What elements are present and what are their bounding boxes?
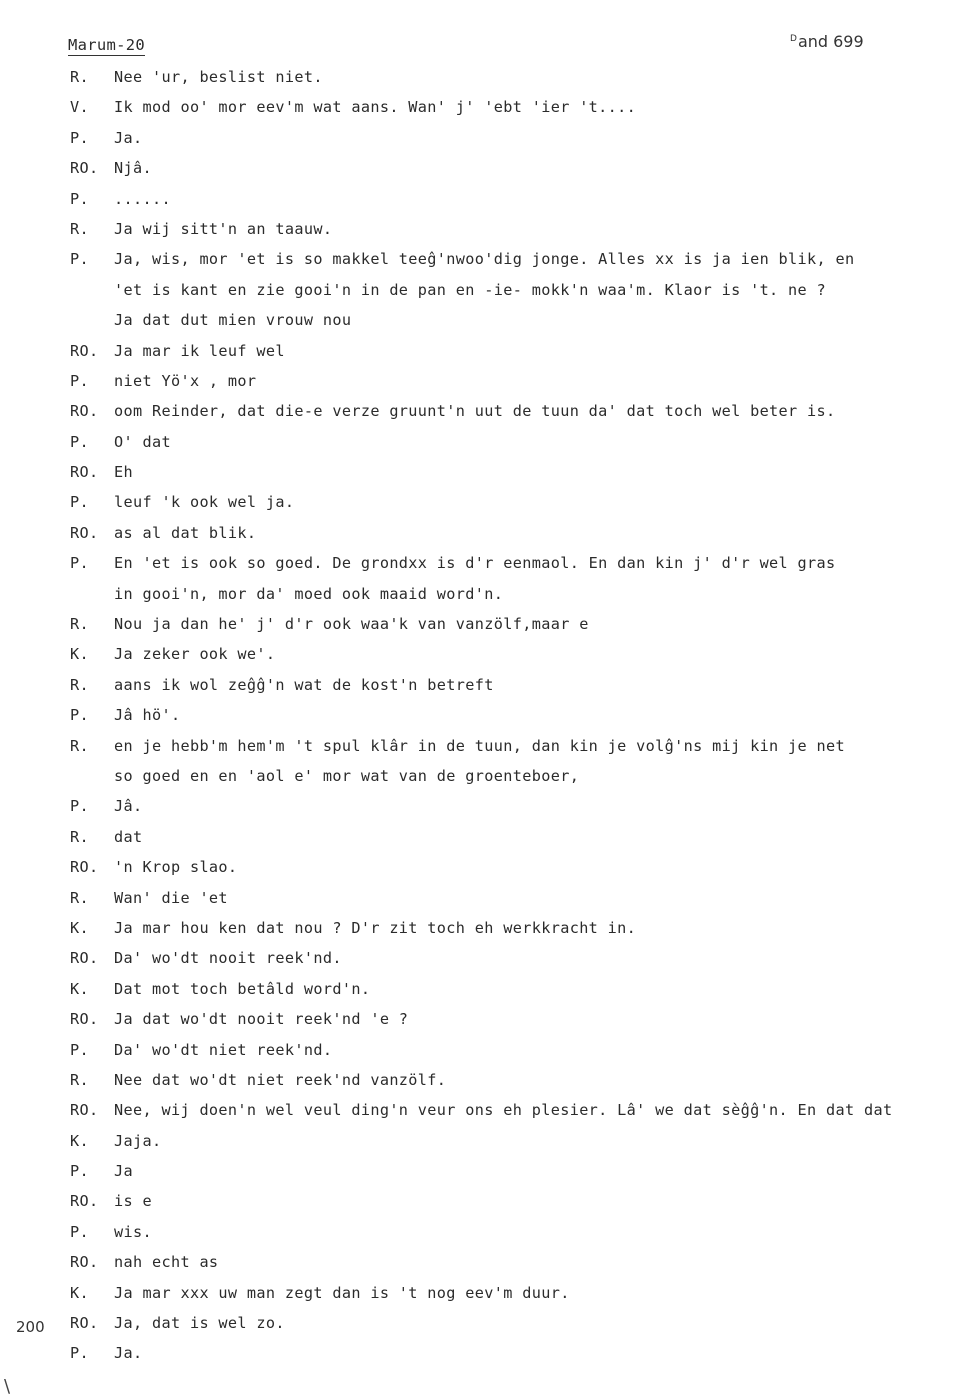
transcript-line [70,396,979,426]
transcript-line [70,62,979,92]
utterance-text: Nou ja dan he' j' d'r ook waa'k van vanzölf,maar e [114,615,589,634]
transcript-line [70,1217,979,1247]
utterance-text: Eh [114,463,133,482]
speaker-label: V. [70,98,89,117]
speaker-label: P. [70,432,89,451]
speaker-label: RO. [70,949,99,968]
margin-number: 200 [16,1318,45,1336]
utterance-text: Da' wo'dt niet reek'nd. [114,1040,333,1059]
transcript-line [70,700,979,730]
transcript-line [70,1338,979,1368]
tape-number: and 699 [797,32,864,51]
utterance-text: in gooi'n, mor da' moed ook maaid word'n. [114,584,504,603]
transcript-line [70,1065,979,1095]
transcript-line [70,305,979,335]
transcript-line [70,457,979,487]
utterance-text: Nee, wij doen'n wel veul ding'n veur ons eh plesier. Lâ' we dat sèĝĝ'n. En dat dat [114,1101,893,1120]
utterance-text: 'et is kant en zie gooi'n in de pan en -ie- mokk'n waa'm. Klaor is 't. ne ? [114,280,827,299]
speaker-label: RO. [70,1101,99,1120]
speaker-label: R. [70,1070,89,1089]
speaker-label: RO. [70,1192,99,1211]
speaker-label: R. [70,827,89,846]
speaker-label: P. [70,797,89,816]
transcript-line [70,974,979,1004]
speaker-label [70,579,114,609]
speaker-label [70,275,114,305]
utterance-text: Ja. [114,128,143,147]
speaker-label: K. [70,979,89,998]
speaker-label: P. [70,1344,89,1363]
utterance-text: as al dat blik. [114,523,257,542]
utterance-text: En 'et is ook so goed. De grondxx is d'r eenmaol. En dan kin j' d'r wel gras [114,554,836,573]
utterance-text: aans ik wol zeĝĝ'n wat de kost'n betreft [114,675,494,694]
utterance-text: O' dat [114,432,171,451]
utterance-text: ...... [114,189,171,208]
speaker-label: RO. [70,1253,99,1272]
utterance-text: is e [114,1192,152,1211]
utterance-text: Ja mar ik leuf wel [114,341,285,360]
transcript-line [70,1278,979,1308]
speaker-label: R. [70,888,89,907]
speaker-label: P. [70,1222,89,1241]
transcript-line [70,579,979,609]
speaker-label: K. [70,918,89,937]
transcript-line [70,1308,979,1338]
transcript-line [70,913,979,943]
speaker-label: RO. [70,463,99,482]
speaker-label: P. [70,189,89,208]
utterance-text: Ja, dat is wel zo. [114,1314,285,1333]
tape-label [790,32,864,51]
speaker-label [70,761,114,791]
utterance-text: Ik mod oo' mor eev'm wat aans. Wan' j' 'ebt 'ier 't.... [114,98,637,117]
transcript-line [70,1004,979,1034]
speaker-label [70,305,114,335]
transcript-line [70,1095,979,1125]
transcript-line [70,791,979,821]
speaker-label: P. [70,1040,89,1059]
utterance-text: wis. [114,1222,152,1241]
transcript-line [70,427,979,457]
utterance-text: Ja mar xxx uw man zegt dan is 't nog eev'm duur. [114,1283,570,1302]
transcript-line [70,670,979,700]
utterance-text: Wan' die 'et [114,888,228,907]
transcript-line [70,1186,979,1216]
speaker-label: P. [70,371,89,390]
utterance-text: oom Reinder, dat die-e verze gruunt'n uut de tuun da' dat toch wel beter is. [114,402,836,421]
speaker-label: R. [70,736,89,755]
corner-mark: \ [4,1376,11,1397]
speaker-label: R. [70,675,89,694]
transcript-line [70,761,979,791]
utterance-text: Jaja. [114,1131,162,1150]
transcript-line [70,518,979,548]
speaker-label: RO. [70,858,99,877]
utterance-text: nah echt as [114,1253,219,1272]
transcript-line [70,1126,979,1156]
speaker-label: P. [70,706,89,725]
transcript-line [70,1247,979,1277]
transcript-line [70,366,979,396]
transcript-line [70,123,979,153]
speaker-label: P. [70,1162,89,1181]
transcript-line [70,548,979,578]
speaker-label: R. [70,219,89,238]
speaker-label: P. [70,554,89,573]
transcript-line [70,275,979,305]
transcript-line [70,1035,979,1065]
speaker-label: P. [70,128,89,147]
utterance-text: Nee 'ur, beslist niet. [114,68,323,86]
speaker-label: P. [70,493,89,512]
page-label: Marum-20 [68,36,146,54]
transcript-line [70,639,979,669]
speaker-label: K. [70,1283,89,1302]
speaker-label: RO. [70,1314,99,1333]
utterance-text: Jâ hö'. [114,706,181,725]
transcript-line [70,487,979,517]
transcript-line [70,731,979,761]
utterance-text: Ja wij sitt'n an taauw. [114,219,333,238]
utterance-text: so goed en en 'aol e' mor wat van de groenteboer, [114,766,580,785]
transcript-line [70,943,979,973]
speaker-label: RO. [70,1010,99,1029]
utterance-text: Ja [114,1162,133,1181]
utterance-text: Njâ. [114,159,152,178]
utterance-text: Ja dat dut mien vrouw nou [114,311,352,330]
utterance-text: en je hebb'm hem'm 't spul klâr in de tuun, dan kin je volĝ'ns mij kin je net [114,736,846,755]
tape-mark: D [790,33,797,44]
utterance-text: leuf 'k ook wel ja. [114,493,295,512]
transcript-line [70,883,979,913]
transcript-line [70,92,979,122]
speaker-label: RO. [70,159,99,178]
transcript-line [70,153,979,183]
utterance-text: Nee dat wo'dt niet reek'nd vanzölf. [114,1070,447,1089]
utterance-text: Dat mot toch betâld word'n. [114,979,371,998]
utterance-text: Jâ. [114,797,143,816]
utterance-text: Ja mar hou ken dat nou ? D'r zit toch eh werkkracht in. [114,918,637,937]
utterance-text: Ja, wis, mor 'et is so makkel teeĝ'nwoo'dig jonge. Alles xx is ja ien blik, en [114,250,855,269]
transcript-line [70,214,979,244]
speaker-label: RO. [70,523,99,542]
transcript-line [70,852,979,882]
transcript-line [70,184,979,214]
speaker-label: K. [70,1131,89,1150]
transcript-line [70,1156,979,1186]
utterance-text: Ja dat wo'dt nooit reek'nd 'e ? [114,1010,409,1029]
speaker-label: R. [70,68,89,86]
transcript-lines [70,62,979,1369]
utterance-text: Ja. [114,1344,143,1363]
speaker-label: RO. [70,341,99,360]
utterance-text: Da' wo'dt nooit reek'nd. [114,949,342,968]
speaker-label: P. [70,250,89,269]
speaker-label: RO. [70,402,99,421]
speaker-label: R. [70,615,89,634]
transcript-line [70,609,979,639]
speaker-label: K. [70,645,89,664]
utterance-text: 'n Krop slao. [114,858,238,877]
transcript-line [70,822,979,852]
utterance-text: Ja zeker ook we'. [114,645,276,664]
utterance-text: dat [114,827,143,846]
transcript-line [70,244,979,274]
transcript-line [70,336,979,366]
utterance-text: niet Yö'x , mor [114,371,257,390]
